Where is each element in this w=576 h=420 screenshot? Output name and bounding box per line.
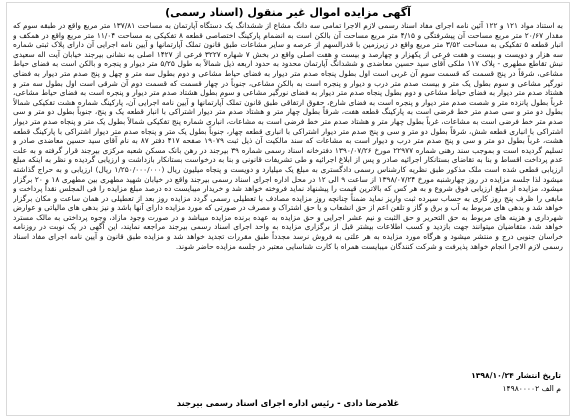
serial-number-text: م الف ۱۴۹۸۰۰۰۰۲ bbox=[502, 384, 561, 393]
serial-number bbox=[15, 384, 561, 396]
signer-line: غلامرضا دادی - رئیس اداره اجرای اسناد رسمی بیرجند bbox=[176, 398, 400, 408]
notice-sheet bbox=[6, 2, 570, 416]
notice-footer bbox=[15, 371, 561, 413]
notice-body: به استناد مواد ۱۲۱ و ۱۲۲ آئین نامه اجرای مفاد اسناد رسمی لازم الاجرا تمامی سه دانگ مشاع از ششدانگ یک دستگاه آپارتمان به مساحت ۱۳۷/۸۱ متر مربع واقع در طبقه سوم که مقدار ۲۰/۶۷ متر مربع مساحت آن پیشرفتگی و ۴/۱۵ متر مربع مساحت آن بالکن است به انضمام پارکینگ اختصاصی قطعه ۸ تفکیکی به مساحت ۱۱/۰۴ متر مربع واقع در همکف و انبار قطعه ۵ تفکیکی به مساحت ۳/۵۲ متر مربع واقع در زیرزمین با قدرالسهم از عرصه و سایر مشاعات طبق قانون تملک آپارتمانها و آیین نامه اجرایی آن دارای پلاک ثبتی شماره سه هزار و دویست و بیست و هفت فرعی از یکهزار و چهارصد و بیست و هفت اصلی واقع در بخش ۷ شهاره ۳۲۲۷ فرعی از ۱۴۲۷ اصلی به نشانی بیرجند خیابان آیت اله سعیدی نبش تقاطع مطهری - پلاک ۱۱۷ ملکی آقای سید حسین معاضدی و ششدانگ آپارتمان محدود به حدود اربعه ذیل شمالاً به طول ۵/۲۵ متر دیوار و پنجره و بالکن است به فضای حیاط مشاعی، شرقاً در پنج قسمت که قسمت سوم آن غربی است اول بطول پنجاه صدم متر دیوار به فضای حیاط مشاعی و دوم بطول سه متر و چهل و پنج صدم متر دیوار به فضای نورگیر مشاعی و سوم بطول یک متر و بیست صدم متر درب و دیوار و پنجره است به بالکن مشاعی، جنوباً در چهار قسمت که قسمت دوم آن شرقی است اول بطول سه متر و هشتاد صدم متر دیوار به فضای حیاط مشاعی و دوم بطول پنجاه صدم متر دیوار به فضای نورگیر مشاعی و سوم بطول هشتاد صدم متر دیوار و پنجره است به فضای حیاط مشاعی، غرباً بطول پانزده متر و شصت صدم متر دیوار و پنجره است به فضای شارع، حقوق ارتفاقی طبق قانون تملک آپارتمانها و آیین نامه اجرایی آن، پارکینگ شماره هشت تفکیکی شمالاً بطول دو متر و سی صدم متر خط فرضی است به پارکینگ قطعه هفت، شرقاً بطول چهار متر و هشتاد صدم متر دیوار اشتراکی با انبار قطعه یک و پنج، جنوباً بطول دو متر و سی صدم متر خط فرضی است به مشاعات، غرباً بطول چهار متر و هشتاد صدم متر خط فرضی است به مشاعات، انباری شماره پنج تفکیکی شمالاً بطول یک متر و پنجاه صدم متر دیوار اشتراکی با انباری قطعه شش، شرقاً بطول دو متر و سی و پنج صدم متر دیوار اشتراکی با انباری قطعه چهار، جنوباً بطول یک متر و پنجاه صدم متر دیوار اشتراکی با پارکینگ قطعه هشت، غرباً بطول دو متر و سی و پنج صدم متر درب و دیوار است به مشاعات که سند مالکیت آن ذیل ثبت ۱۹۰۷۹ صفحه ۴۱۷ دفتر ۸۷ به نام آقای سید حسین معاضدی صادر و تسلیم گردیده است و بموجب سند رهنی شماره ۲۲۹۷۷ مورخ ۱۳۹۰/۰۷/۲۶ دفترخانه اسناد رسمی شماره ۳۹ بیرجند در رهن بانک مسکن شعبه مرکزی بیرجند قرار گرفته و به علت عدم پرداخت اقساط و بنا به تقاضای بستانکار اجرائیه صادر و پس از ابلاغ اجرائیه و طی تشریفات قانونی و بنا به درخواست بستانکار بازداشت و ارزیابی گردیده و نظر به اینکه مبلغ ارزیابی قطعی شده است ملک مذکور طبق نظریه کارشناس رسمی دادگستری به مبلغ یک میلیارد و دویست و پنجاه میلیون ریال (۱/۲۵۰/۰۰۰/۰۰۰ ریال) ارزیابی و به حراج گذاشته میشود لذا جلسه مزایده در روز چهارشنبه مورخ ۱۳۹۸/۰۷/۲۴ از ساعت ۹ الی ۱۲ در محل اداره اجرای اسناد رسمی بیرجند واقع در خیابان شهید مطهری بین مطهری ۱۸ و ۲۰ برگزار میشود، مزایده از مبلغ ارزیابی فوق شروع و به هر کس که بالاترین قیمت را پیشنهاد نماید فروخته خواهد شد و خریدار میبایست ده درصد مبلغ مزایده را فی المجلس نقداً پرداخت و مابقی را ظرف پنج روز کاری به حساب سپرده ثبت واریز نماید ضمناً چنانچه روز مزایده مصادف با تعطیلی رسمی گردد مزایده روز بعد از تعطیلی در همان ساعت و مکان برگزار خواهد شد و بدهی های مربوط به آب و برق و گاز و تلفن اعم از حق انشعاب و یا حق اشتراک و مصرف در صورتی که مورد مزایده دارای آنها باشد و نیز بدهی های مالیاتی و عوارض شهرداری و هزینه های مربوط به حق التحریر و حق الثبت و نیم عشر اجرایی و حق مزایده به عهده برنده مزایده میباشد و در صورت وجود مازاد، وجوه پرداختی به مالک مسترد خواهد شد، متقاضیان میتوانند جهت بازدید و کسب اطلاعات بیشتر قبل از برگزاری مزایده به واحد اجرای اسناد رسمی بیرجند مراجعه نمایند، این آگهی در یک نوبت در روزنامه خراسان جنوبی درج و منتشر میشود و هرگاه مورد مزایده به هر علتی به فروش نرسد مجدداً طبق مقررات تجدید خواهد شد و مزایده طبق قانون و آیین نامه اجرای مفاد اسناد رسمی لازم الاجرا انجام خواهد پذیرفت و شرکت کنندگان میبایست همراه با کارت شناسایی معتبر در جلسه مزایده حاضر شوند. bbox=[13, 21, 563, 251]
publication-date-text: تاریخ انتشار ۱۳۹۸/۱۰/۲۴ bbox=[471, 371, 561, 380]
publication-date bbox=[15, 371, 561, 383]
notice-title: آگهی مزایده اموال غیر منقول (اسناد رسمی) bbox=[165, 6, 411, 19]
